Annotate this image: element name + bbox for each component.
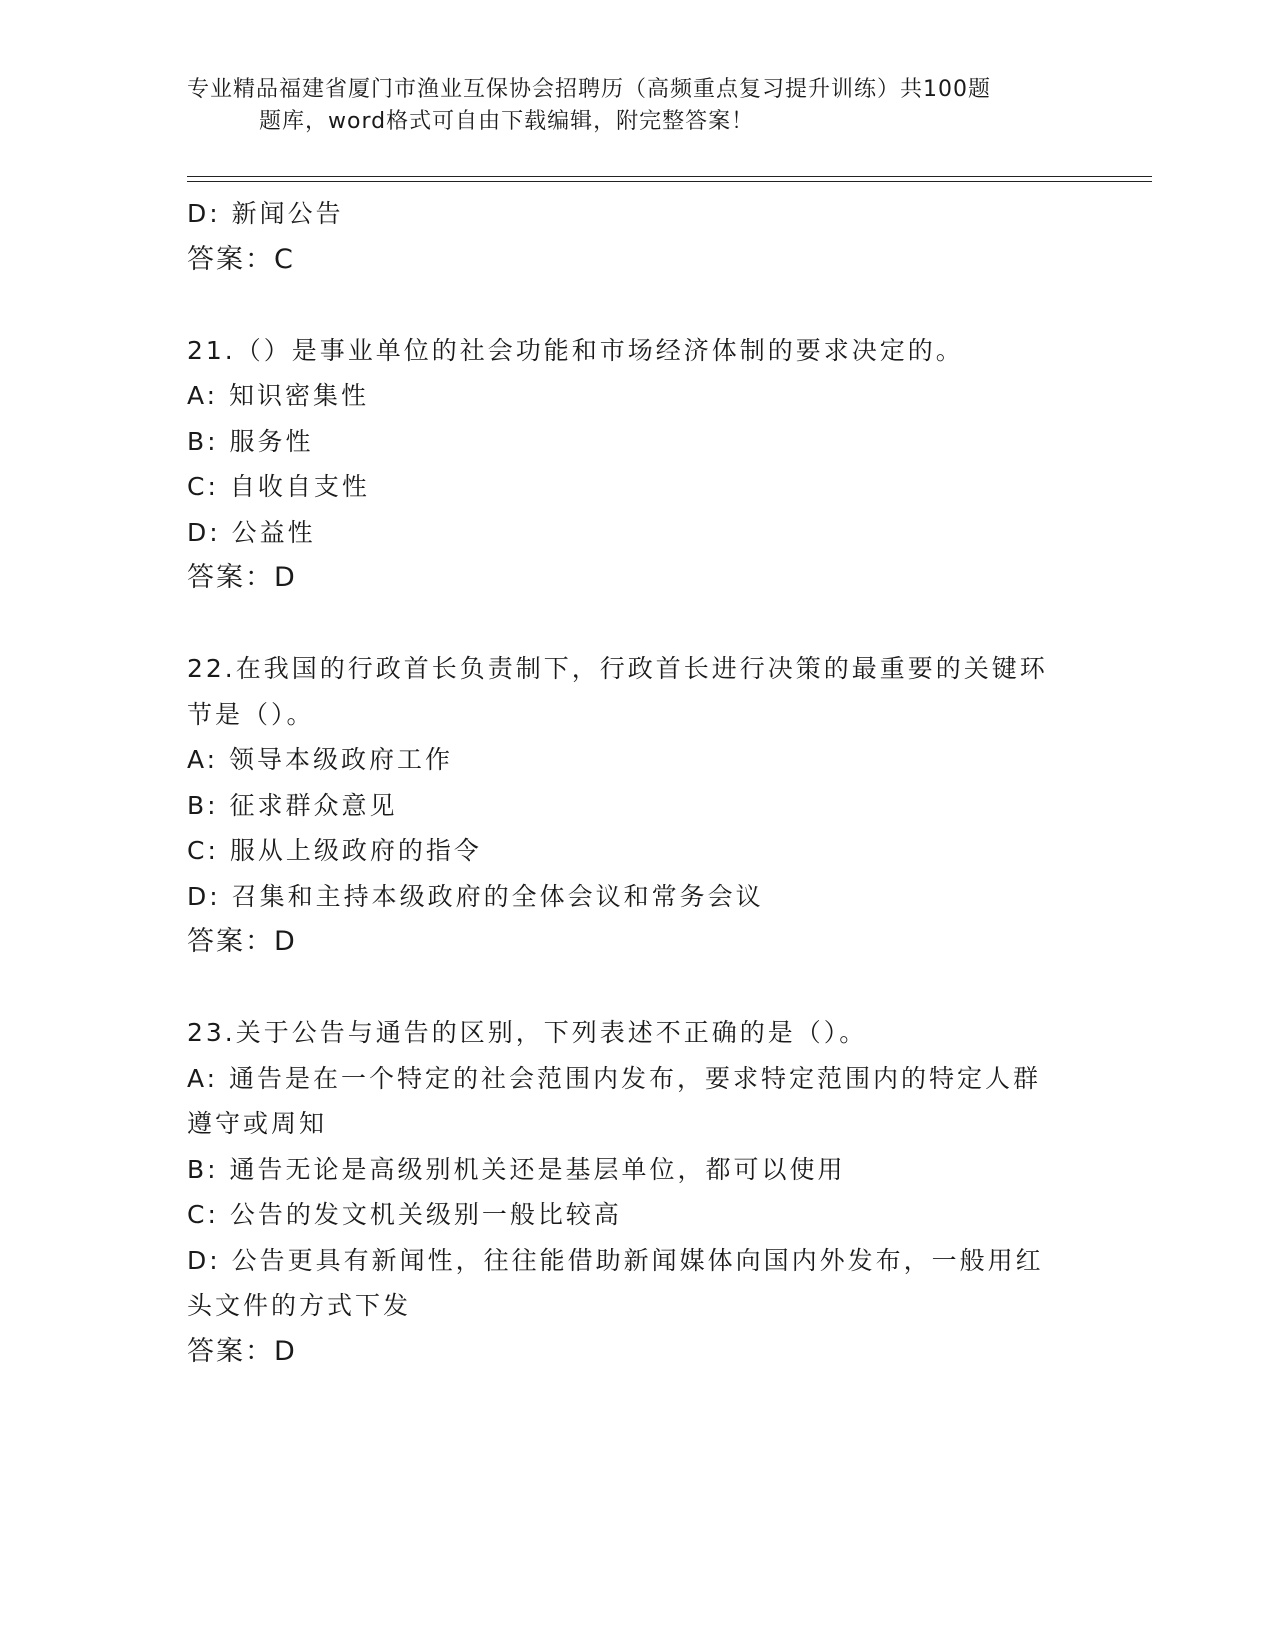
option-a: A: 知识密集性 [187,381,370,410]
prev-answer: 答案：C [187,243,295,275]
question-stem: 22.在我国的行政首长负责制下，行政首长进行决策的最重要的关键环 [187,654,1048,683]
option-b: B: 通告无论是高级别机关还是基层单位，都可以使用 [187,1154,846,1184]
spacer [187,965,1087,1011]
header-divider-bottom [187,181,1152,182]
option-d: D: 公告更具有新闻性，往往能借助新闻媒体向国内外发布，一般用红 [187,1245,1044,1275]
option-b: B: 服务性 [187,426,314,456]
question-23 [187,1010,1087,1374]
option-c: C: 自收自支性 [187,472,370,501]
option-c: C: 服从上级政府的指令 [187,836,482,865]
option-a: A: 领导本级政府工作 [187,745,454,774]
document-header [187,74,1067,138]
spacer [187,601,1087,647]
option-d-continued: 头文件的方式下发 [187,1291,412,1320]
question-stem-continued: 节是（）。 [187,699,315,729]
option-a: A: 通告是在一个特定的社会范围内发布，要求特定范围内的特定人群 [187,1063,1042,1093]
header-title-line-1: 专业精品福建省厦门市渔业互保协会招聘历（高频重点复习提升训练）共100题 [187,77,991,102]
header-divider-top [187,176,1152,177]
option-d: D: 公益性 [187,517,316,547]
question-21 [187,328,1087,601]
question-content [187,191,1087,1374]
answer: 答案：D [187,1335,297,1367]
question-stem: 21.（）是事业单位的社会功能和市场经济体制的要求决定的。 [187,335,964,365]
answer: 答案：D [187,926,297,957]
header-title-line-2: 题库，word格式可自由下载编辑，附完整答案！ [259,109,755,134]
option-b: B: 征求群众意见 [187,790,398,820]
prev-option-d: D: 新闻公告 [187,199,344,228]
option-a-continued: 遵守或周知 [187,1109,328,1138]
question-stem: 23.关于公告与通告的区别，下列表述不正确的是（）。 [187,1018,868,1047]
option-c: C: 公告的发文机关级别一般比较高 [187,1200,622,1229]
option-d: D: 召集和主持本级政府的全体会议和常务会议 [187,881,764,911]
question-22 [187,646,1087,965]
spacer [187,282,1087,328]
answer: 答案：D [187,562,297,593]
